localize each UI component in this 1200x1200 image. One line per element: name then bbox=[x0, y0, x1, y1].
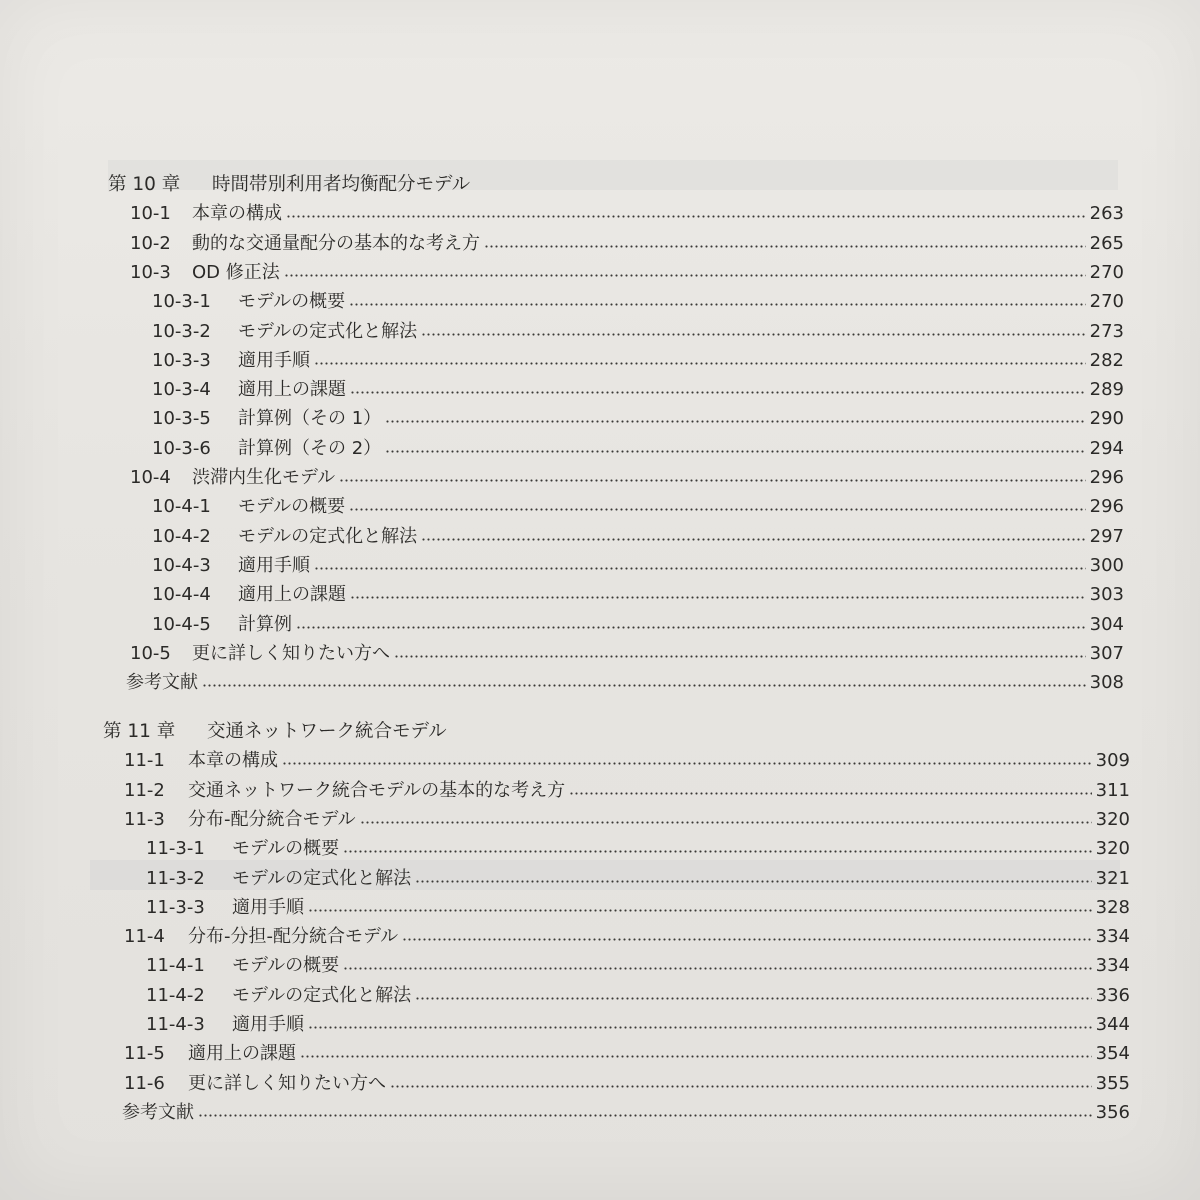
section-title: 適用手順 bbox=[232, 897, 304, 918]
chapter-number: 第 10 章 bbox=[108, 174, 181, 195]
page-number: 356 bbox=[1095, 1102, 1130, 1123]
section-number: 11-6 bbox=[124, 1073, 165, 1094]
section-title: モデルの定式化と解法 bbox=[238, 526, 418, 547]
dot-leader bbox=[349, 303, 1086, 306]
dot-leader bbox=[350, 391, 1086, 394]
page-number: 334 bbox=[1095, 955, 1130, 976]
dot-leader bbox=[198, 1114, 1092, 1117]
section-number: 10-3-1 bbox=[152, 291, 211, 312]
dot-leader bbox=[415, 997, 1092, 1000]
section-number: 11-4-1 bbox=[146, 955, 205, 976]
toc-entry bbox=[146, 951, 1130, 980]
toc-entry bbox=[122, 1098, 1130, 1127]
page-number: 296 bbox=[1089, 467, 1124, 488]
toc-entry bbox=[130, 229, 1124, 258]
dot-leader bbox=[308, 909, 1092, 912]
toc-entry bbox=[124, 776, 1130, 805]
section-title: 渋滞内生化モデル bbox=[192, 467, 336, 488]
toc-entry bbox=[146, 834, 1130, 863]
toc-entry bbox=[152, 492, 1124, 521]
dot-leader bbox=[286, 215, 1086, 218]
page-number: 320 bbox=[1095, 809, 1130, 830]
section-number: 11-3-3 bbox=[146, 897, 205, 918]
section-number: 10-1 bbox=[130, 203, 171, 224]
section-title: モデルの定式化と解法 bbox=[238, 321, 418, 342]
section-number: 10-3-4 bbox=[152, 379, 211, 400]
section-number: 11-5 bbox=[124, 1043, 165, 1064]
dot-leader bbox=[421, 538, 1086, 541]
section-number: 11-1 bbox=[124, 750, 165, 771]
toc-entry bbox=[152, 317, 1124, 346]
section-title: モデルの概要 bbox=[238, 496, 346, 517]
page-number: 265 bbox=[1089, 233, 1124, 254]
dot-leader bbox=[402, 938, 1092, 941]
toc-entry bbox=[124, 1069, 1130, 1098]
section-title: OD 修正法 bbox=[192, 262, 280, 283]
section-number: 11-3-2 bbox=[146, 868, 205, 889]
section-number: 10-4-2 bbox=[152, 526, 211, 547]
chapter-title: 交通ネットワーク統合モデル bbox=[207, 721, 447, 742]
page-number: 303 bbox=[1089, 584, 1124, 605]
page-number: 294 bbox=[1089, 438, 1124, 459]
page-number: 308 bbox=[1089, 672, 1124, 693]
page-number: 334 bbox=[1095, 926, 1130, 947]
section-title: モデルの概要 bbox=[232, 955, 340, 976]
dot-leader bbox=[300, 1055, 1092, 1058]
section-title: 本章の構成 bbox=[188, 750, 278, 771]
section-title: モデルの概要 bbox=[238, 291, 346, 312]
section-title: モデルの定式化と解法 bbox=[232, 985, 412, 1006]
toc-entry bbox=[152, 610, 1124, 639]
page-number: 307 bbox=[1089, 643, 1124, 664]
page-number: 282 bbox=[1089, 350, 1124, 371]
page-number: 336 bbox=[1095, 985, 1130, 1006]
toc-entry bbox=[124, 746, 1130, 775]
page-number: 289 bbox=[1089, 379, 1124, 400]
dot-leader bbox=[282, 762, 1092, 765]
toc-entry bbox=[124, 805, 1130, 834]
dot-leader bbox=[314, 567, 1086, 570]
dot-leader bbox=[308, 1026, 1092, 1029]
page-number: 320 bbox=[1095, 838, 1130, 859]
section-title: 適用手順 bbox=[238, 350, 310, 371]
dot-leader bbox=[484, 245, 1086, 248]
section-title: 更に詳しく知りたい方へ bbox=[188, 1073, 386, 1094]
toc-entry bbox=[152, 375, 1124, 404]
dot-leader bbox=[202, 684, 1086, 687]
dot-leader bbox=[343, 850, 1092, 853]
page-number: 309 bbox=[1095, 750, 1130, 771]
page-number: 270 bbox=[1089, 262, 1124, 283]
dot-leader bbox=[415, 880, 1092, 883]
toc-entry bbox=[152, 522, 1124, 551]
section-number: 10-3-2 bbox=[152, 321, 211, 342]
section-number: 10-4 bbox=[130, 467, 171, 488]
section-title: 適用上の課題 bbox=[188, 1043, 296, 1064]
toc-entry bbox=[152, 551, 1124, 580]
section-number: 10-4-1 bbox=[152, 496, 211, 517]
section-number: 10-3-3 bbox=[152, 350, 211, 371]
toc-entry bbox=[130, 463, 1124, 492]
toc-entry bbox=[146, 893, 1130, 922]
page-number: 297 bbox=[1089, 526, 1124, 547]
dot-leader bbox=[349, 508, 1086, 511]
dot-leader bbox=[421, 333, 1086, 336]
section-title: 参考文献 bbox=[126, 672, 198, 693]
toc-entry bbox=[152, 404, 1124, 433]
section-number: 10-4-4 bbox=[152, 584, 211, 605]
dot-leader bbox=[385, 420, 1085, 423]
dot-leader bbox=[284, 274, 1086, 277]
section-title: 計算例（その 1） bbox=[238, 408, 382, 429]
toc-entry bbox=[130, 199, 1124, 228]
section-number: 11-4 bbox=[124, 926, 165, 947]
page-number: 321 bbox=[1095, 868, 1130, 889]
toc-entry bbox=[146, 864, 1130, 893]
section-title: 適用上の課題 bbox=[238, 379, 346, 400]
page-number: 311 bbox=[1095, 780, 1130, 801]
section-number: 10-3-5 bbox=[152, 408, 211, 429]
section-number: 10-4-5 bbox=[152, 614, 211, 635]
page-number: 300 bbox=[1089, 555, 1124, 576]
toc-entry bbox=[146, 981, 1130, 1010]
toc-entry bbox=[152, 287, 1124, 316]
page-number: 354 bbox=[1095, 1043, 1130, 1064]
page-number: 344 bbox=[1095, 1014, 1130, 1035]
chapter-heading bbox=[103, 717, 447, 746]
dot-leader bbox=[314, 362, 1086, 365]
page-number: 296 bbox=[1089, 496, 1124, 517]
section-title: 更に詳しく知りたい方へ bbox=[192, 643, 390, 664]
section-title: 参考文献 bbox=[122, 1102, 194, 1123]
toc-entry bbox=[124, 1039, 1130, 1068]
section-number: 11-4-2 bbox=[146, 985, 205, 1006]
dot-leader bbox=[394, 655, 1086, 658]
chapter-title: 時間帯別利用者均衡配分モデル bbox=[212, 174, 471, 195]
toc-entry bbox=[152, 346, 1124, 375]
section-title: 適用手順 bbox=[238, 555, 310, 576]
dot-leader bbox=[343, 967, 1092, 970]
section-title: 動的な交通量配分の基本的な考え方 bbox=[192, 233, 480, 254]
chapter-number: 第 11 章 bbox=[103, 721, 176, 742]
dot-leader bbox=[385, 450, 1085, 453]
section-title: 分布-配分統合モデル bbox=[188, 809, 356, 830]
toc-entry bbox=[152, 580, 1124, 609]
dot-leader bbox=[360, 821, 1092, 824]
page-number: 328 bbox=[1095, 897, 1130, 918]
section-number: 10-4-3 bbox=[152, 555, 211, 576]
section-title: 計算例（その 2） bbox=[238, 438, 382, 459]
toc-entry bbox=[126, 668, 1124, 697]
section-number: 11-4-3 bbox=[146, 1014, 205, 1035]
section-title: 適用手順 bbox=[232, 1014, 304, 1035]
section-title: 分布-分担-配分統合モデル bbox=[188, 926, 399, 947]
page-number: 263 bbox=[1089, 203, 1124, 224]
chapter-heading bbox=[108, 170, 470, 199]
section-title: モデルの定式化と解法 bbox=[232, 868, 412, 889]
toc-entry bbox=[124, 922, 1130, 951]
section-title: モデルの概要 bbox=[232, 838, 340, 859]
section-number: 10-5 bbox=[130, 643, 171, 664]
dot-leader bbox=[296, 626, 1086, 629]
toc-entry bbox=[130, 258, 1124, 287]
dot-leader bbox=[350, 596, 1086, 599]
dot-leader bbox=[569, 792, 1092, 795]
section-number: 11-3 bbox=[124, 809, 165, 830]
section-number: 10-3-6 bbox=[152, 438, 211, 459]
page-number: 290 bbox=[1089, 408, 1124, 429]
section-number: 10-3 bbox=[130, 262, 171, 283]
toc-entry bbox=[130, 639, 1124, 668]
page-number: 273 bbox=[1089, 321, 1124, 342]
section-title: 交通ネットワーク統合モデルの基本的な考え方 bbox=[188, 780, 566, 801]
page-number: 355 bbox=[1095, 1073, 1130, 1094]
toc-entry bbox=[146, 1010, 1130, 1039]
section-number: 11-2 bbox=[124, 780, 165, 801]
section-title: 適用上の課題 bbox=[238, 584, 346, 605]
section-title: 計算例 bbox=[238, 614, 292, 635]
section-number: 11-3-1 bbox=[146, 838, 205, 859]
dot-leader bbox=[339, 479, 1086, 482]
page-number: 304 bbox=[1089, 614, 1124, 635]
section-title: 本章の構成 bbox=[192, 203, 282, 224]
dot-leader bbox=[390, 1085, 1092, 1088]
toc-entry bbox=[152, 434, 1124, 463]
page-number: 270 bbox=[1089, 291, 1124, 312]
section-number: 10-2 bbox=[130, 233, 171, 254]
